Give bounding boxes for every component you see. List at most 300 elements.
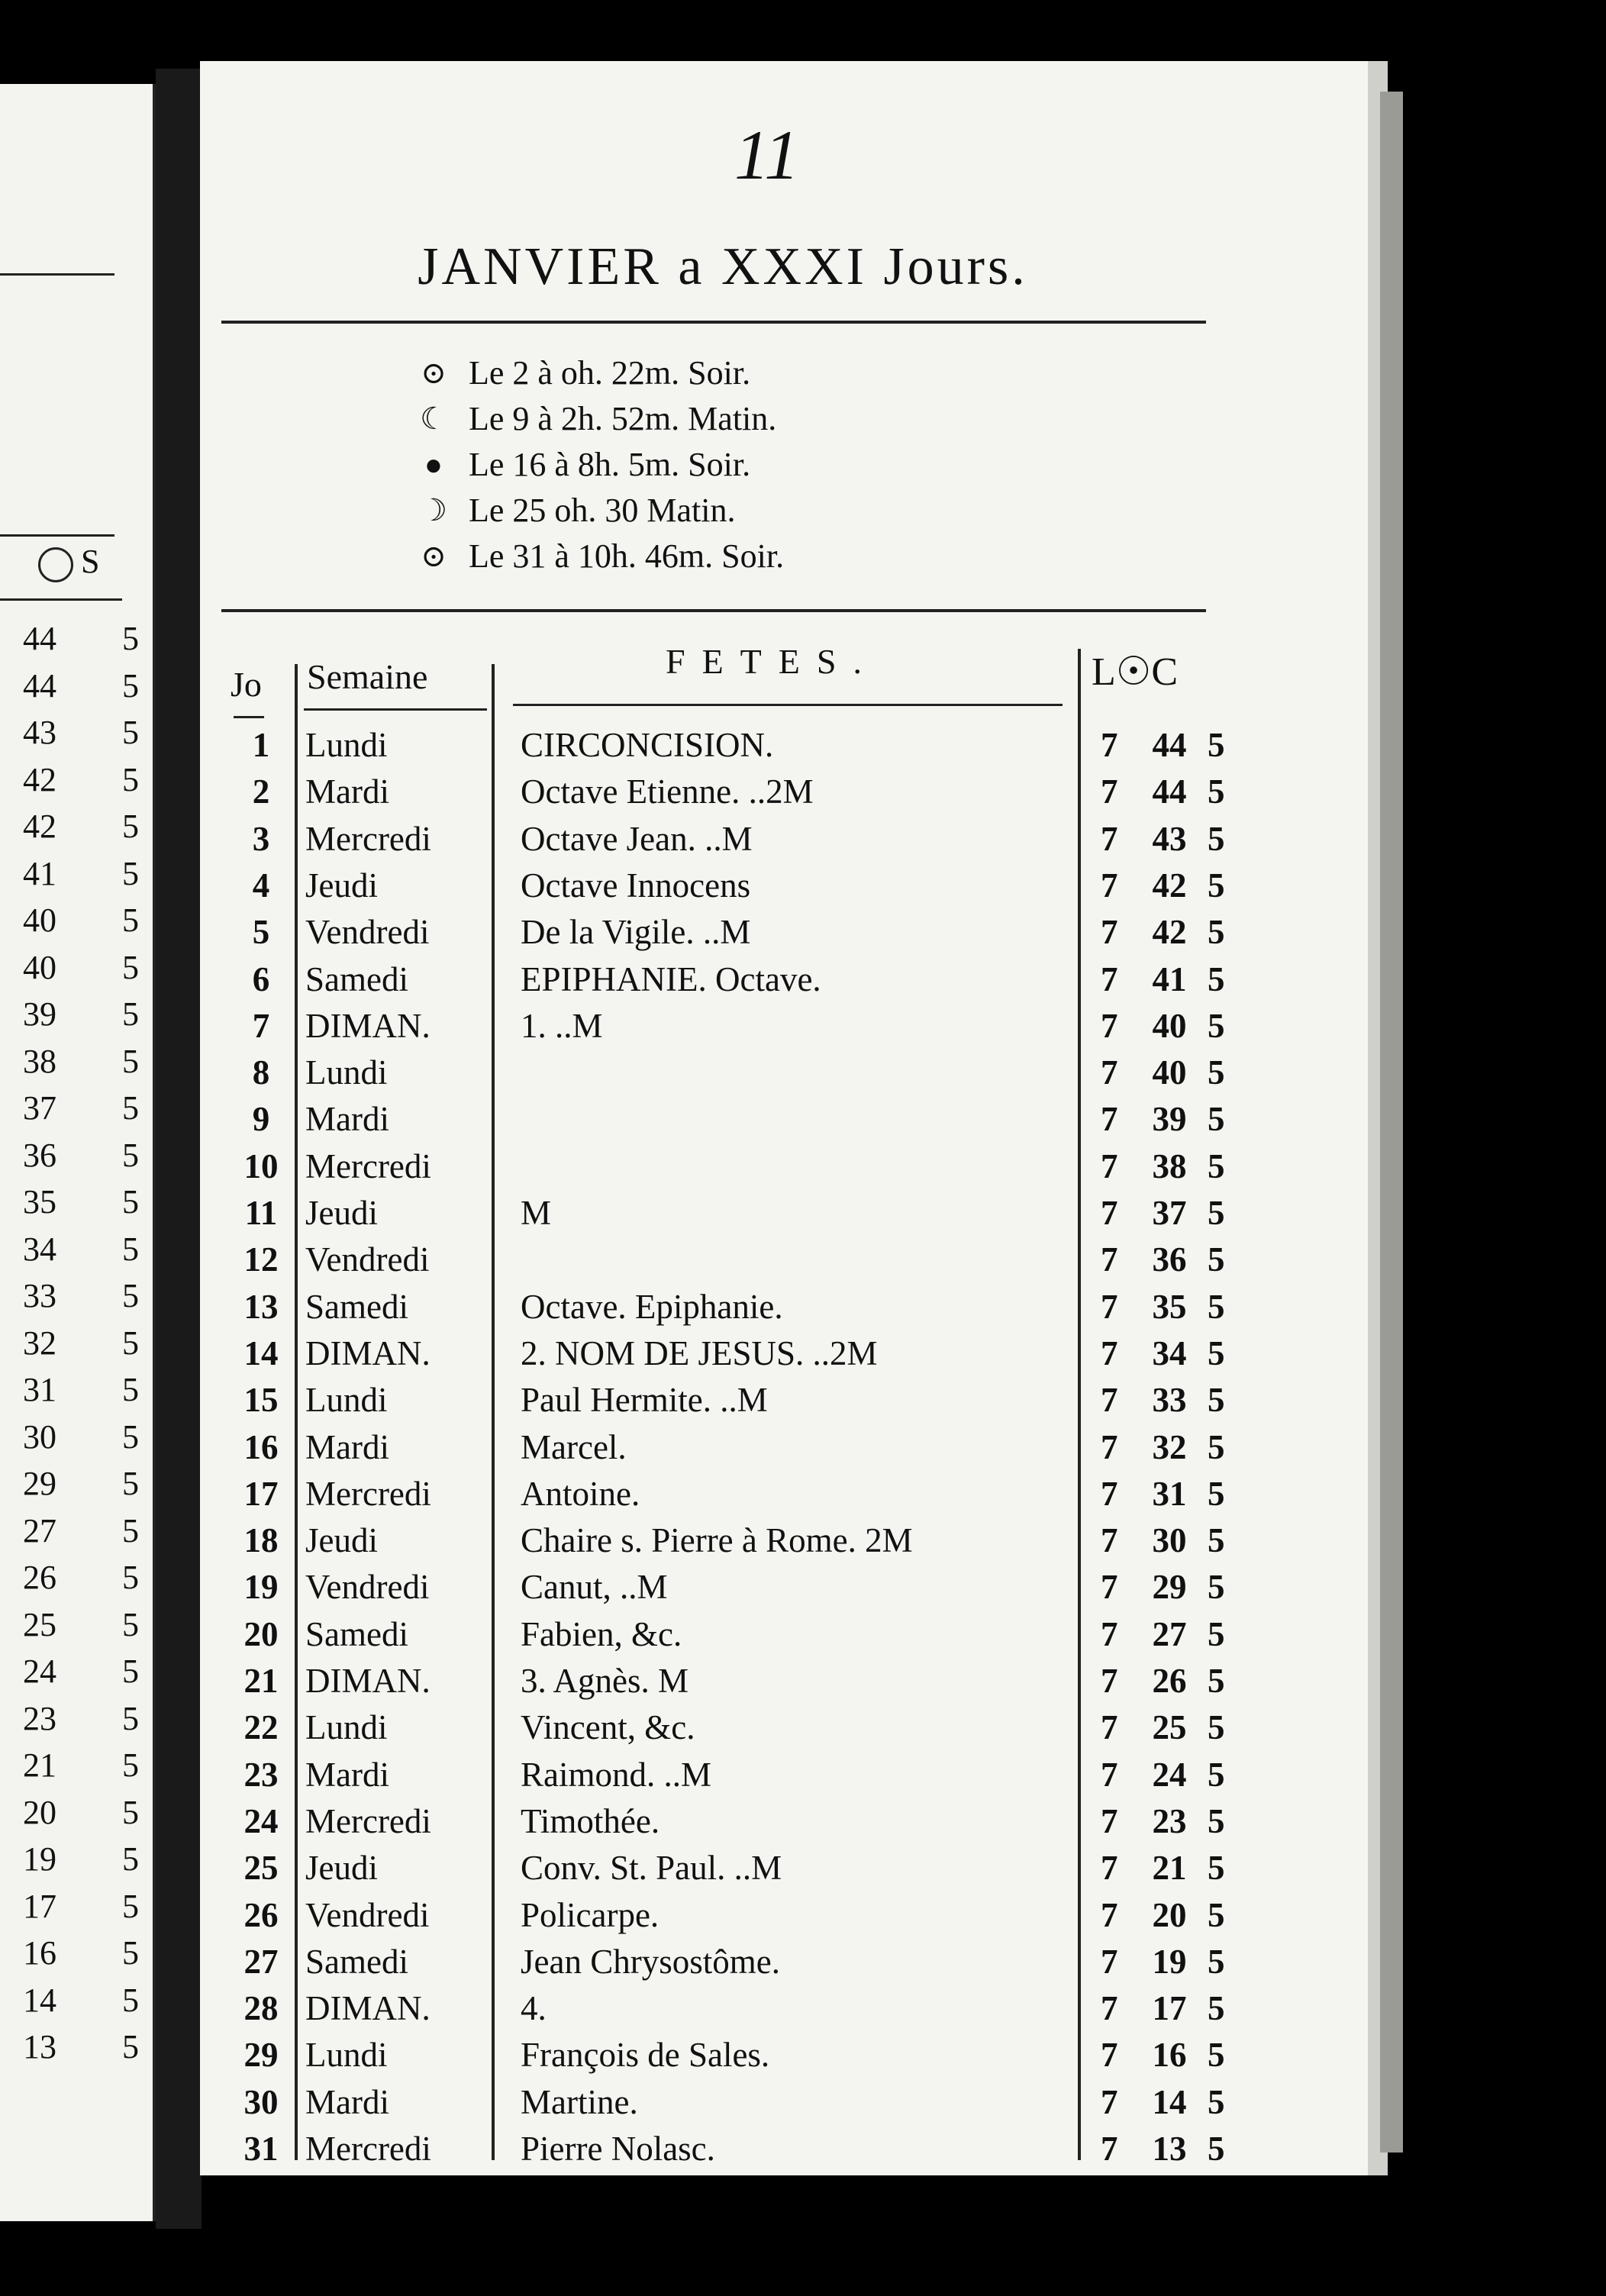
- sunrise-hour: 7: [1101, 1240, 1118, 1279]
- sunrise-minute: 16: [1152, 2036, 1187, 2075]
- left-sun-hour: 5: [122, 1042, 139, 1080]
- left-minute: 16: [23, 1934, 56, 1972]
- left-page-row: [23, 850, 145, 898]
- sunset-hour: 5: [1208, 1708, 1225, 1747]
- left-minute: 43: [23, 714, 56, 752]
- moon-phases: [414, 350, 784, 579]
- sunrise-minute: 21: [1152, 1849, 1187, 1888]
- day-number: 22: [243, 1708, 279, 1747]
- feast-text: 3. Agnès. M: [521, 1662, 689, 1700]
- feast-text: Conv. St. Paul. ..M: [521, 1849, 782, 1888]
- feast-text: M: [521, 1194, 552, 1232]
- feast-text: De la Vigile. ..M: [521, 913, 751, 952]
- calendar-row: [200, 863, 1368, 909]
- sunrise-minute: 38: [1152, 1146, 1187, 1185]
- calendar-row: [200, 1096, 1368, 1143]
- sunrise-hour: 7: [1101, 1989, 1118, 2028]
- day-number: 29: [243, 2036, 279, 2075]
- header-fetes-underline: [513, 704, 1063, 706]
- left-page-row: [23, 1179, 145, 1226]
- header-weekday-underline: [304, 708, 487, 711]
- sunset-hour: 5: [1208, 1427, 1225, 1466]
- day-number: 20: [243, 1614, 279, 1653]
- weekday: Jeudi: [305, 866, 378, 905]
- day-number: 19: [243, 1568, 279, 1607]
- sunrise-minute: 30: [1152, 1521, 1187, 1560]
- left-page-row: [23, 1601, 145, 1649]
- sunrise-minute: 42: [1152, 913, 1187, 952]
- sunrise-hour: 7: [1101, 1849, 1118, 1888]
- sunset-hour: 5: [1208, 1333, 1225, 1372]
- sunrise-minute: 14: [1152, 2082, 1187, 2121]
- sunrise-minute: 13: [1152, 2130, 1187, 2168]
- feast-text: Canut, ..M: [521, 1568, 668, 1607]
- calendar-row: [200, 1564, 1368, 1611]
- sunset-hour: 5: [1208, 1053, 1225, 1092]
- day-number: 15: [243, 1381, 279, 1420]
- calendar-row: [200, 1377, 1368, 1424]
- left-page-row: [23, 756, 145, 804]
- left-sun-hour: 5: [122, 760, 139, 798]
- new-moon-icon: ●: [424, 447, 443, 482]
- day-number: 5: [252, 913, 270, 952]
- sunset-hour: 5: [1208, 1801, 1225, 1840]
- left-page-rows: [23, 615, 145, 2071]
- calendar-row: [200, 2032, 1368, 2078]
- weekday: Samedi: [305, 1942, 408, 1981]
- sunset-hour: 5: [1208, 1568, 1225, 1607]
- calendar-row: [200, 909, 1368, 956]
- sunrise-hour: 7: [1101, 1942, 1118, 1981]
- calendar-row: [200, 1471, 1368, 1517]
- left-page-row: [23, 944, 145, 992]
- sunset-hour: 5: [1208, 1849, 1225, 1888]
- sunset-hour: 5: [1208, 1942, 1225, 1981]
- sunrise-minute: 24: [1152, 1755, 1187, 1794]
- left-sun-hour: 5: [122, 1605, 139, 1643]
- sunrise-minute: 42: [1152, 866, 1187, 905]
- sunset-hour: 5: [1208, 1662, 1225, 1700]
- left-page-row: [23, 803, 145, 850]
- sunrise-minute: 23: [1152, 1801, 1187, 1840]
- moon-phase-text: Le 2 à oh. 22m. Soir.: [469, 353, 751, 392]
- left-page-row: [23, 1930, 145, 1977]
- day-number: 9: [252, 1100, 270, 1139]
- day-number: 6: [252, 959, 270, 998]
- calendar-row: [200, 2079, 1368, 2126]
- header-weekday: Semaine: [307, 657, 428, 696]
- sunrise-minute: 43: [1152, 819, 1187, 858]
- calendar-row: [200, 1284, 1368, 1330]
- calendar-row: [200, 1050, 1368, 1096]
- calendar-row: [200, 956, 1368, 1003]
- feast-text: Octave. Epiphanie.: [521, 1287, 783, 1326]
- left-minute: 19: [23, 1840, 56, 1878]
- sunset-hour: 5: [1208, 2036, 1225, 2075]
- sunrise-minute: 33: [1152, 1381, 1187, 1420]
- left-sun-hour: 5: [122, 1653, 139, 1691]
- feast-text: Raimond. ..M: [521, 1755, 712, 1794]
- left-sun-hour: 5: [122, 1465, 139, 1503]
- feast-text: Marcel.: [521, 1427, 627, 1466]
- sunset-hour: 5: [1208, 1474, 1225, 1513]
- sunrise-hour: 7: [1101, 1194, 1118, 1232]
- day-number: 31: [243, 2130, 279, 2168]
- day-number: 1: [252, 726, 270, 764]
- left-minute: 14: [23, 1981, 56, 2019]
- moon-phase-text: Le 9 à 2h. 52m. Matin.: [469, 399, 777, 437]
- left-sun-hour: 5: [122, 1981, 139, 2019]
- sunrise-hour: 7: [1101, 1801, 1118, 1840]
- sunset-hour: 5: [1208, 1146, 1225, 1185]
- weekday: Vendredi: [305, 1568, 430, 1607]
- left-sun-hour: 5: [122, 808, 139, 846]
- sunrise-hour: 7: [1101, 913, 1118, 952]
- left-minute: 44: [23, 620, 56, 658]
- left-minute: 42: [23, 760, 56, 798]
- sun-icon: [38, 547, 73, 582]
- sunrise-minute: 17: [1152, 1989, 1187, 2028]
- sunrise-minute: 32: [1152, 1427, 1187, 1466]
- day-number: 25: [243, 1849, 279, 1888]
- left-sun-hour: 5: [122, 1699, 139, 1737]
- calendar-row: [200, 1892, 1368, 1939]
- left-minute: 35: [23, 1183, 56, 1221]
- left-minute: 30: [23, 1417, 56, 1456]
- left-page-row: [23, 1648, 145, 1695]
- moon-phase-line: [414, 533, 784, 579]
- sunrise-minute: 19: [1152, 1942, 1187, 1981]
- sunrise-minute: 26: [1152, 1662, 1187, 1700]
- left-sun-hour: 5: [122, 1371, 139, 1409]
- left-page-row: [23, 1320, 145, 1367]
- calendar-row: [200, 1237, 1368, 1283]
- calendar-row: [200, 1752, 1368, 1798]
- calendar-row: [200, 1658, 1368, 1704]
- sunrise-minute: 27: [1152, 1614, 1187, 1653]
- sunrise-hour: 7: [1101, 1614, 1118, 1653]
- left-page-row: [23, 1883, 145, 1930]
- left-page-row: [23, 2024, 145, 2071]
- sunset-hour: 5: [1208, 959, 1225, 998]
- header-day-underline: [234, 716, 264, 718]
- day-number: 28: [243, 1989, 279, 2028]
- sunrise-hour: 7: [1101, 1662, 1118, 1700]
- day-number: 26: [243, 1895, 279, 1934]
- left-sun-hour: 5: [122, 1324, 139, 1362]
- left-page-row: [23, 615, 145, 663]
- feast-text: Pierre Nolasc.: [521, 2130, 715, 2168]
- sunrise-minute: 29: [1152, 1568, 1187, 1607]
- sunrise-minute: 44: [1152, 726, 1187, 764]
- weekday: Vendredi: [305, 1240, 430, 1279]
- left-page-row: [23, 1272, 145, 1320]
- weekday: Samedi: [305, 1287, 408, 1326]
- sunrise-hour: 7: [1101, 726, 1118, 764]
- left-header-suffix: S: [81, 543, 100, 580]
- sunrise-hour: 7: [1101, 1100, 1118, 1139]
- left-page-rule: [0, 598, 122, 601]
- sunrise-minute: 36: [1152, 1240, 1187, 1279]
- sunrise-hour: 7: [1101, 1708, 1118, 1747]
- left-sun-hour: 5: [122, 995, 139, 1034]
- left-minute: 31: [23, 1371, 56, 1409]
- weekday: Lundi: [305, 2036, 388, 2075]
- sunrise-hour: 7: [1101, 1381, 1118, 1420]
- sunset-hour: 5: [1208, 1755, 1225, 1794]
- day-number: 12: [243, 1240, 279, 1279]
- weekday: Lundi: [305, 1053, 388, 1092]
- feast-text: Antoine.: [521, 1474, 640, 1513]
- sunrise-hour: 7: [1101, 1006, 1118, 1045]
- weekday: Mercredi: [305, 1801, 431, 1840]
- sunrise-hour: 7: [1101, 1287, 1118, 1326]
- sunrise-hour: 7: [1101, 1146, 1118, 1185]
- left-facing-page: [0, 84, 156, 2221]
- left-sun-hour: 5: [122, 1136, 139, 1174]
- sunset-hour: 5: [1208, 866, 1225, 905]
- sunrise-minute: 41: [1152, 959, 1187, 998]
- sunrise-minute: 34: [1152, 1333, 1187, 1372]
- sunset-hour: 5: [1208, 2130, 1225, 2168]
- weekday: Vendredi: [305, 1895, 430, 1934]
- sunrise-hour: 7: [1101, 2036, 1118, 2075]
- sunrise-minute: 25: [1152, 1708, 1187, 1747]
- calendar-row: [200, 1424, 1368, 1471]
- sunset-hour: 5: [1208, 1006, 1225, 1045]
- left-minute: 23: [23, 1699, 56, 1737]
- left-sun-hour: 5: [122, 1746, 139, 1785]
- left-minute: 36: [23, 1136, 56, 1174]
- left-minute: 40: [23, 901, 56, 940]
- sunrise-hour: 7: [1101, 1427, 1118, 1466]
- feast-text: Octave Jean. ..M: [521, 819, 753, 858]
- day-number: 7: [252, 1006, 270, 1045]
- feast-text: CIRCONCISION.: [521, 726, 774, 764]
- left-minute: 34: [23, 1230, 56, 1268]
- full-moon-icon: ⊙: [421, 538, 447, 573]
- feast-text: 2. NOM DE JESUS. ..2M: [521, 1333, 878, 1372]
- moon-phase-text: Le 25 oh. 30 Matin.: [469, 491, 736, 529]
- sunset-hour: 5: [1208, 1989, 1225, 2028]
- left-minute: 25: [23, 1605, 56, 1643]
- day-number: 8: [252, 1053, 270, 1092]
- weekday: Mardi: [305, 1100, 389, 1139]
- feast-text: Fabien, &c.: [521, 1614, 682, 1653]
- left-minute: 39: [23, 995, 56, 1034]
- day-number: 11: [244, 1194, 278, 1232]
- month-title: JANVIER a XXXI Jours.: [418, 237, 1028, 296]
- sunset-hour: 5: [1208, 1194, 1225, 1232]
- day-number: 21: [243, 1662, 279, 1700]
- moon-phase-line: [414, 350, 784, 395]
- left-sun-hour: 5: [122, 1840, 139, 1878]
- weekday: DIMAN.: [305, 1333, 431, 1372]
- day-number: 14: [243, 1333, 279, 1372]
- sunrise-hour: 7: [1101, 819, 1118, 858]
- header-fetes: FETES.: [666, 642, 879, 681]
- calendar-row: [200, 1143, 1368, 1190]
- left-page-row: [23, 1836, 145, 1883]
- left-sun-hour: 5: [122, 948, 139, 986]
- calendar-row: [200, 1611, 1368, 1658]
- feast-text: Vincent, &c.: [521, 1708, 695, 1747]
- sunrise-minute: 20: [1152, 1895, 1187, 1934]
- left-sun-hour: 5: [122, 1183, 139, 1221]
- left-minute: 26: [23, 1559, 56, 1597]
- moon-phase-line: [414, 441, 784, 487]
- left-page-row: [23, 991, 145, 1038]
- weekday: DIMAN.: [305, 1006, 431, 1045]
- left-page-row: [23, 1742, 145, 1789]
- day-number: 23: [243, 1755, 279, 1794]
- feast-text: 1. ..M: [521, 1006, 603, 1045]
- left-minute: 40: [23, 948, 56, 986]
- weekday: Jeudi: [305, 1849, 378, 1888]
- sunrise-hour: 7: [1101, 772, 1118, 811]
- sunset-hour: 5: [1208, 1100, 1225, 1139]
- left-sun-hour: 5: [122, 714, 139, 752]
- left-sun-hour: 5: [122, 1089, 139, 1127]
- last-quarter-icon: ☾: [420, 401, 447, 436]
- calendar-row: [200, 1003, 1368, 1050]
- left-page-header: [8, 542, 99, 582]
- header-day: Jo: [231, 665, 262, 704]
- left-sun-hour: 5: [122, 854, 139, 892]
- day-number: 16: [243, 1427, 279, 1466]
- sunrise-minute: 40: [1152, 1006, 1187, 1045]
- left-minute: 38: [23, 1042, 56, 1080]
- left-page-row: [23, 1132, 145, 1179]
- sunset-hour: 5: [1208, 819, 1225, 858]
- left-page-row: [23, 1085, 145, 1132]
- feast-text: François de Sales.: [521, 2036, 770, 2075]
- book-gutter: [156, 69, 202, 2229]
- sunset-hour: 5: [1208, 913, 1225, 952]
- calendar-row: [200, 816, 1368, 863]
- left-minute: 42: [23, 808, 56, 846]
- left-sun-hour: 5: [122, 1887, 139, 1925]
- feast-text: 4.: [521, 1989, 547, 2028]
- calendar-page: [200, 61, 1388, 2175]
- weekday: Mercredi: [305, 1146, 431, 1185]
- left-minute: 37: [23, 1089, 56, 1127]
- weekday: Lundi: [305, 726, 388, 764]
- sunrise-minute: 44: [1152, 772, 1187, 811]
- left-page-row: [23, 1977, 145, 2024]
- left-page-row: [23, 1366, 145, 1414]
- sunrise-hour: 7: [1101, 959, 1118, 998]
- calendar-row: [200, 1330, 1368, 1377]
- weekday: Mardi: [305, 1755, 389, 1794]
- left-sun-hour: 5: [122, 666, 139, 705]
- calendar-row: [200, 769, 1368, 815]
- left-sun-hour: 5: [122, 1277, 139, 1315]
- calendar-row: [200, 1517, 1368, 1564]
- calendar-row: [200, 1190, 1368, 1237]
- header-sun: L☉C: [1092, 650, 1179, 694]
- sunset-hour: 5: [1208, 1381, 1225, 1420]
- calendar-row: [200, 1798, 1368, 1845]
- first-quarter-icon: ☽: [420, 492, 447, 527]
- weekday: Lundi: [305, 1381, 388, 1420]
- weekday: Vendredi: [305, 913, 430, 952]
- sunset-hour: 5: [1208, 726, 1225, 764]
- moon-phase-line: [414, 395, 784, 441]
- left-minute: 17: [23, 1887, 56, 1925]
- left-sun-hour: 5: [122, 2028, 139, 2066]
- left-page-rule: [0, 273, 114, 276]
- sunset-hour: 5: [1208, 1240, 1225, 1279]
- page-edge: [1380, 92, 1403, 2152]
- left-minute: 21: [23, 1746, 56, 1785]
- left-page-row: [23, 1460, 145, 1508]
- left-minute: 29: [23, 1465, 56, 1503]
- day-number: 17: [243, 1474, 279, 1513]
- moon-phase-line: [414, 487, 784, 533]
- weekday: Mardi: [305, 772, 389, 811]
- title-rule: [221, 321, 1206, 324]
- calendar-row: [200, 722, 1368, 769]
- calendar-row: [200, 1985, 1368, 2032]
- weekday: Mardi: [305, 2082, 389, 2121]
- left-sun-hour: 5: [122, 1230, 139, 1268]
- feast-text: Octave Innocens: [521, 866, 751, 905]
- left-page-rule: [0, 534, 114, 537]
- day-number: 4: [252, 866, 270, 905]
- weekday: DIMAN.: [305, 1662, 431, 1700]
- feast-text: Timothée.: [521, 1801, 660, 1840]
- sunset-hour: 5: [1208, 772, 1225, 811]
- left-page-row: [23, 1226, 145, 1273]
- weekday: Mercredi: [305, 1474, 431, 1513]
- left-minute: 13: [23, 2028, 56, 2066]
- sunrise-minute: 31: [1152, 1474, 1187, 1513]
- left-sun-hour: 5: [122, 1559, 139, 1597]
- left-sun-hour: 5: [122, 1793, 139, 1831]
- sunrise-minute: 39: [1152, 1100, 1187, 1139]
- day-number: 3: [252, 819, 270, 858]
- sunrise-minute: 37: [1152, 1194, 1187, 1232]
- calendar-row: [200, 2126, 1368, 2172]
- day-number: 24: [243, 1801, 279, 1840]
- day-number: 30: [243, 2082, 279, 2121]
- feast-text: EPIPHANIE. Octave.: [521, 959, 821, 998]
- calendar-row: [200, 1704, 1368, 1751]
- full-moon-icon: ⊙: [421, 355, 447, 390]
- left-page-row: [23, 1554, 145, 1601]
- weekday: Mardi: [305, 1427, 389, 1466]
- page-number: 11: [734, 116, 800, 194]
- weekday: Samedi: [305, 959, 408, 998]
- day-number: 2: [252, 772, 270, 811]
- sunrise-minute: 40: [1152, 1053, 1187, 1092]
- sunrise-hour: 7: [1101, 1333, 1118, 1372]
- left-minute: 24: [23, 1653, 56, 1691]
- sunrise-hour: 7: [1101, 1053, 1118, 1092]
- feast-text: Policarpe.: [521, 1895, 659, 1934]
- weekday: Mercredi: [305, 819, 431, 858]
- left-page-row: [23, 1038, 145, 1085]
- calendar-row: [200, 1939, 1368, 1985]
- sunrise-hour: 7: [1101, 1568, 1118, 1607]
- weekday: DIMAN.: [305, 1989, 431, 2028]
- feast-text: Paul Hermite. ..M: [521, 1381, 768, 1420]
- left-page-row: [23, 709, 145, 756]
- sunrise-hour: 7: [1101, 1755, 1118, 1794]
- left-page-row: [23, 897, 145, 944]
- weekday: Samedi: [305, 1614, 408, 1653]
